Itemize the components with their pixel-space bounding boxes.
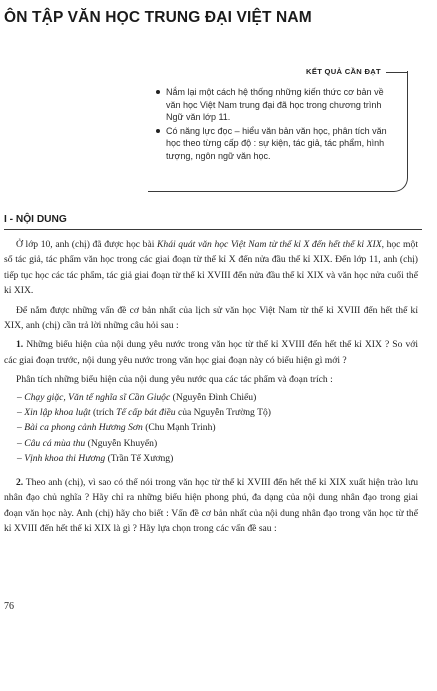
question-number: 1.: [16, 339, 24, 351]
section-divider: [4, 229, 422, 230]
learning-outcome-item: [156, 125, 394, 163]
page-number: 76: [4, 601, 14, 612]
work-author: của Nguyễn Trường Tộ): [175, 407, 271, 419]
lesson-title: Khái quát văn học Việt Nam từ thế kỉ X đến hết thế kỉ XIX: [157, 239, 382, 250]
box-top-rule: [386, 72, 408, 73]
learning-outcomes-list: [156, 86, 394, 164]
body-text: [4, 237, 418, 540]
work-item: – Chạy giặc, Văn tế nghĩa sĩ Cần Giuộc (Nguyễn Đình Chiểu): [17, 391, 257, 403]
page-title: ÔN TẬP VĂN HỌC TRUNG ĐẠI VIỆT NAM: [4, 9, 312, 26]
work-title: Tế cấp bát điều: [116, 407, 176, 419]
question-number: 2.: [16, 476, 24, 488]
learning-outcome-text: Nắm lại một cách hệ thống những kiến thức cơ bản về văn học Việt Nam trung đại đã học trong chương trình Ngữ văn lớp 11.: [166, 87, 384, 123]
intro-paragraph: Để nắm được những vấn đề cơ bản nhất của lịch sử văn học Việt Nam từ thế kỉ XVIII đến hết thế kỉ XIX, anh (chị) cần trả lời những câu hỏi sau :: [4, 304, 418, 332]
learning-outcomes-heading: KẾT QUẢ CẦN ĐẠT: [306, 67, 385, 76]
learning-outcomes-box: [148, 67, 408, 192]
section-heading: I - NỘI DUNG: [4, 214, 67, 225]
work-item: – Bài ca phong cảnh Hương Sơn (Chu Mạnh Trinh): [17, 422, 216, 434]
work-title: Chạy giặc, Văn tế nghĩa sĩ Cần Giuộc: [24, 391, 171, 403]
work-author: (Nguyễn Khuyến): [85, 437, 158, 449]
work-author: (Nguyễn Đình Chiểu): [170, 391, 257, 403]
question-1-instruction: Phân tích những biểu hiện của nội dung yêu nước qua các tác phẩm và đoạn trích :: [16, 374, 333, 386]
work-title: Vịnh khoa thi Hương: [24, 453, 106, 465]
work-title: Bài ca phong cảnh Hương Sơn: [24, 422, 143, 434]
work-author: (Chu Mạnh Trinh): [142, 422, 216, 434]
question-2: 2. Theo anh (chị), vì sao có thể nói trong văn học từ thế kỉ XVIII đến hết thế kỉ XIX xuất hiện trào lưu nhân đạo chủ nghĩa ? Hãy chỉ ra những biểu hiện phong phú, đa dạng của nội dung nhân đạo trong giai đoạn văn học này. Anh (chị) hãy cho biết : Vấn đề cơ bản nhất của nội dung nhân đạo trong văn học từ thế kỉ XVIII đến hết thế kỉ XIX là gì ? Hãy lựa chọn trong các vấn đề sau :: [4, 476, 418, 534]
work-item: – Câu cá mùa thu (Nguyễn Khuyến): [17, 437, 158, 449]
work-author: (Trần Tế Xương): [105, 453, 174, 465]
work-item: – Vịnh khoa thi Hương (Trần Tế Xương): [17, 453, 174, 465]
learning-outcome-text: Có năng lực đọc – hiểu văn bản văn học, phân tích văn học theo từng cấp độ : sự kiện, tác giả, tác phẩm, hình tượng, ngôn ngữ văn học.: [166, 125, 387, 161]
work-item: – Xin lập khoa luật (trích Tế cấp bát điều của Nguyễn Trường Tộ): [17, 407, 271, 419]
bullet-dot-icon: [156, 129, 160, 133]
works-list: [4, 390, 418, 467]
work-title: Câu cá mùa thu: [24, 437, 86, 449]
work-title: Xin lập khoa luật: [24, 407, 91, 419]
bullet-dot-icon: [156, 90, 160, 94]
intro-paragraph: Ở lớp 10, anh (chị) đã được học bài Khái quát văn học Việt Nam từ thế kỉ X đến hết thế kỉ XIX, học một số tác giả, tác phẩm văn học trong các giai đoạn từ thế kỉ X đến nửa đầu thế kỉ XIX. Đến lớp 11, anh (chị) tiếp tục học các tác phẩm, tác giả giai đoạn từ thế kỉ XVIII đến nửa đầu thế kỉ XIX và văn học nửa cuối thế kỉ XIX.: [4, 239, 418, 297]
learning-outcome-item: [156, 86, 394, 124]
question-1: 1. Những biểu hiện của nội dung yêu nước trong văn học từ thế kỉ XVIII đến hết thế kỉ XIX ? So với các giai đoạn trước, nội dung yêu nước trong văn học giai đoạn này có biểu hiện gì mới ?: [4, 339, 418, 366]
